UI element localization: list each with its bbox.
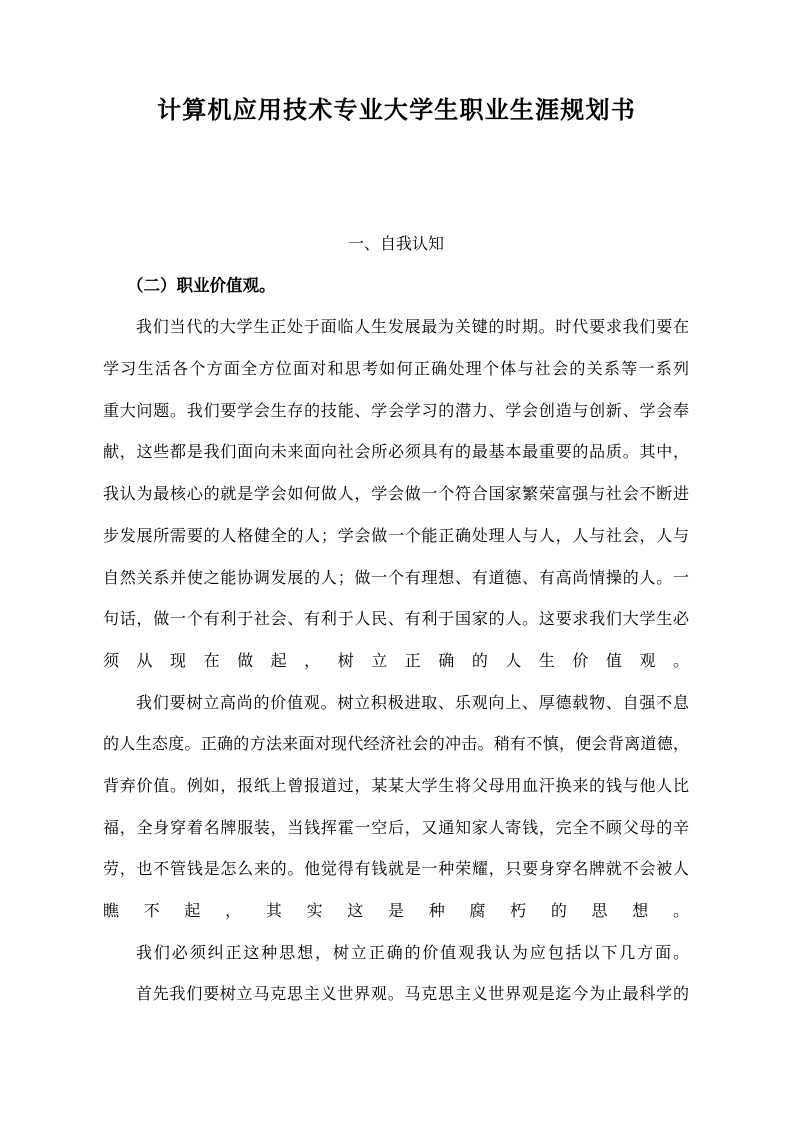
document-title: 计算机应用技术专业大学生职业生涯规划书	[157, 97, 636, 124]
body-line: 步发展所需要的人格健全的人；学会做一个能正确处理人与人，人与社会，人与	[103, 527, 689, 545]
paragraph-lines	[103, 307, 689, 1016]
body-line: 重大问题。我们要学会生存的技能、学会学习的潜力、学会创造与创新、学会奉	[103, 402, 689, 420]
body-line: 须从现在做起，树立正确的人生价值观。	[103, 652, 689, 670]
body-line: 自然关系并使之能协调发展的人；做一个有理想、有道德、有高尚情操的人。一	[103, 569, 689, 587]
section-heading: 一、自我认知	[347, 236, 444, 253]
body-line: 我认为最核心的就是学会如何做人，学会做一个符合国家繁荣富强与社会不断进	[103, 486, 689, 504]
body-line: 首先我们要树立马克思主义世界观。马克思主义世界观是迄今为止最科学的	[136, 986, 689, 1004]
body-line: 背弃价值。例如，报纸上曾报道过，某某大学生将父母用血汗换来的钱与他人比	[103, 777, 689, 795]
body-line: 句话，做一个有利于社会、有利于人民、有利于国家的人。这要求我们大学生必	[103, 611, 689, 629]
document-body	[103, 224, 689, 1016]
body-line: 献，这些都是我们面向未来面向社会所必须具有的最基本最重要的品质。其中，	[103, 444, 689, 462]
subsection-heading: （二）职业价值观。	[127, 276, 276, 295]
body-line: 学习生活各个方面全方位面对和思考如何正确处理个体与社会的关系等一系列	[103, 361, 689, 379]
body-line: 的人生态度。正确的方法来面对现代经济社会的冲击。稍有不慎，便会背离道德，	[103, 736, 689, 754]
body-line: 我们要树立高尚的价值观。树立积极进取、乐观向上、厚德载物、自强不息	[136, 694, 689, 712]
body-line: 我们当代的大学生正处于面临人生发展最为关键的时期。时代要求我们要在	[136, 319, 689, 337]
body-line: 瞧不起，其实这是种腐朽的思想。	[103, 903, 689, 920]
body-line: 劳，也不管钱是怎么来的。他觉得有钱就是一种荣耀，只要身穿名牌就不会被人	[103, 861, 689, 879]
body-line: 福，全身穿着名牌服装，当钱挥霍一空后，又通知家人寄钱，完全不顾父母的辛	[103, 819, 689, 837]
body-line: 我们必须纠正这种思想，树立正确的价值观我认为应包括以下几方面。	[136, 944, 689, 962]
